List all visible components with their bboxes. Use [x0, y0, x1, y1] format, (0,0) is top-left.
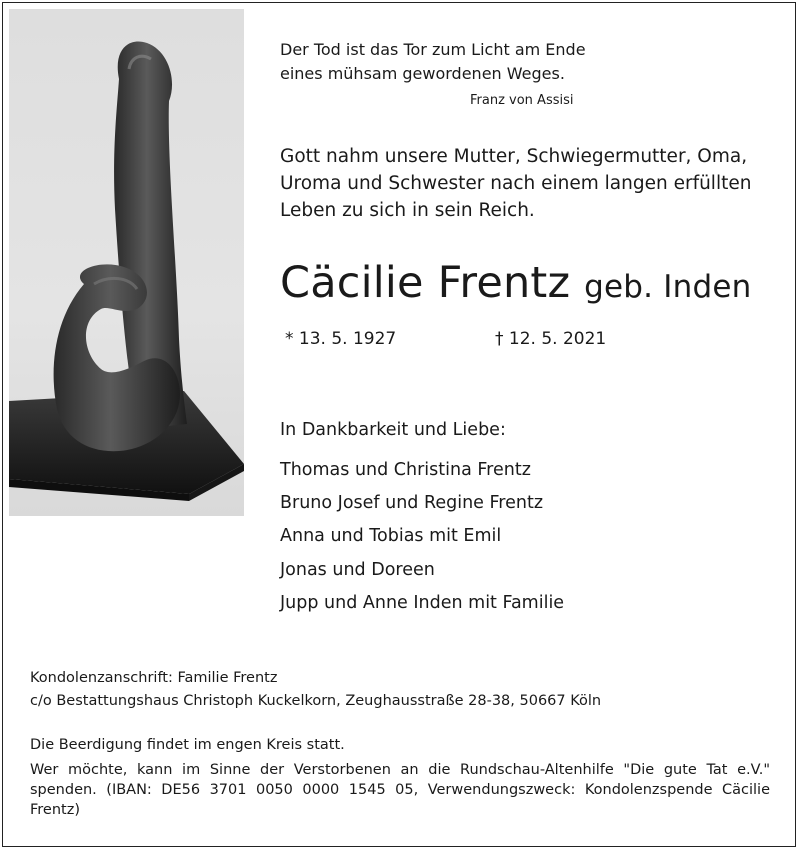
funeral-note: Die Beerdigung findet im engen Kreis statt. — [30, 737, 345, 753]
deceased-name: Cäcilie Frentz — [280, 258, 571, 308]
mourner-name: Jonas und Doreen — [280, 560, 435, 580]
sculpture-photo — [9, 9, 244, 516]
mourner-name: Bruno Josef und Regine Frentz — [280, 493, 544, 513]
intro-line: Leben zu sich in sein Reich. — [280, 200, 535, 221]
sculpture-image — [9, 9, 244, 516]
quote-line: Der Tod ist das Tor zum Licht am Ende — [280, 40, 586, 59]
death-date: † 12. 5. 2021 — [495, 329, 607, 349]
intro-line: Uroma und Schwester nach einem langen erfüllten — [280, 173, 752, 194]
mourner-name: Jupp und Anne Inden mit Familie — [280, 593, 565, 613]
mourner-name: Thomas und Christina Frentz — [280, 460, 531, 480]
mourner-name: Anna und Tobias mit Emil — [280, 526, 502, 546]
birth-date: * 13. 5. 1927 — [285, 329, 397, 349]
intro-line: Gott nahm unsere Mutter, Schwiegermutter, Oma, — [280, 146, 748, 167]
condolence-address-line1: Kondolenzanschrift: Familie Frentz — [30, 670, 278, 686]
condolence-address-line2: c/o Bestattungshaus Christoph Kuckelkorn, Zeughausstraße 28-38, 50667 Köln — [30, 693, 602, 709]
deceased-name-line — [280, 258, 751, 308]
deceased-birth-name: geb. Inden — [584, 269, 752, 305]
quote-line: eines mühsam gewordenen Weges. — [280, 64, 565, 83]
mourners-heading: In Dankbarkeit und Liebe: — [280, 420, 506, 440]
quote-author: Franz von Assisi — [470, 93, 574, 108]
donation-note: Wer möchte, kann im Sinne der Verstorbenen an die Rundschau-Altenhilfe "Die gute Tat e.V." spenden. (IBAN: DE56 3701 0050 0000 1545 05, Verwendungszweck: Kondolenzspende Cäcilie Frentz) — [30, 762, 770, 818]
